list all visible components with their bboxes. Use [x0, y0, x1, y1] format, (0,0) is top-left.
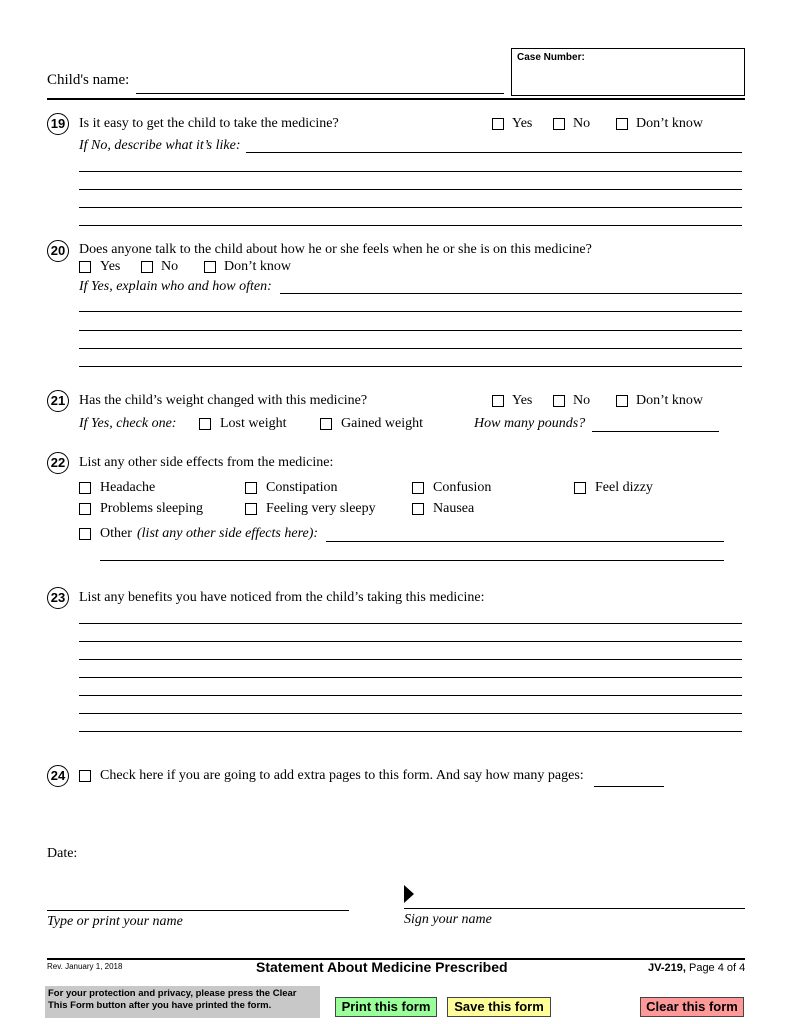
- q19-question: Is it easy to get the child to take the medicine?: [79, 116, 339, 131]
- question-number-24: 24: [47, 765, 69, 787]
- q20-answer-line-4[interactable]: [79, 348, 742, 349]
- signature-label: Sign your name: [404, 912, 492, 927]
- question-number-21: 21: [47, 390, 69, 412]
- q22-other-checkbox[interactable]: [79, 528, 91, 540]
- q21-pounds-label: How many pounds?: [474, 416, 586, 431]
- q19-yes-checkbox[interactable]: [492, 118, 504, 130]
- form-id: JV-219,: [648, 962, 686, 974]
- date-label: Date:: [47, 846, 78, 861]
- form-title: Statement About Medicine Prescribed: [256, 959, 508, 975]
- q20-no-label: No: [161, 259, 179, 274]
- q21-question: Has the child’s weight changed with this medicine?: [79, 393, 368, 408]
- childs-name-label: Child's name:: [47, 72, 130, 88]
- q22-constipation-label: Constipation: [266, 480, 338, 495]
- clear-form-button[interactable]: Clear this form: [640, 997, 744, 1017]
- q22-headache-label: Headache: [100, 480, 156, 495]
- q21-pounds-field[interactable]: [592, 431, 719, 432]
- q22-feeling-very-sleepy-label: Feeling very sleepy: [266, 501, 376, 516]
- q21-lost-weight-checkbox[interactable]: [199, 418, 211, 430]
- q19-answer-line-3[interactable]: [79, 189, 742, 190]
- q20-yes-checkbox[interactable]: [79, 261, 91, 273]
- q24-question: Check here if you are going to add extra pages to this form. And say how many pages:: [100, 768, 584, 783]
- q20-no-checkbox[interactable]: [141, 261, 153, 273]
- q22-nausea-label: Nausea: [433, 501, 475, 516]
- q24-pages-count-field[interactable]: [594, 786, 664, 787]
- q23-answer-line-7[interactable]: [79, 731, 742, 732]
- q24-extra-pages-checkbox[interactable]: [79, 770, 91, 782]
- q22-other-line-2[interactable]: [100, 560, 724, 561]
- q22-feeling-very-sleepy-checkbox[interactable]: [245, 503, 257, 515]
- q19-answer-line-5[interactable]: [79, 225, 742, 226]
- q21-no-checkbox[interactable]: [553, 395, 565, 407]
- save-form-button[interactable]: Save this form: [447, 997, 551, 1017]
- question-number-23: 23: [47, 587, 69, 609]
- q19-answer-line-2[interactable]: [79, 171, 742, 172]
- q19-answer-line-1[interactable]: [246, 152, 742, 153]
- q20-answer-line-1[interactable]: [280, 293, 742, 294]
- page-number: Page 4 of 4: [688, 962, 746, 974]
- q20-dont-know-label: Don’t know: [224, 259, 292, 274]
- q21-yes-label: Yes: [512, 393, 533, 408]
- q22-other-hint: (list any other side effects here):: [137, 526, 319, 541]
- case-number-box[interactable]: [511, 48, 745, 96]
- q23-answer-line-2[interactable]: [79, 641, 742, 642]
- privacy-notice: For your protection and privacy, please press the Clear This Form button after you have printed the form.: [45, 986, 320, 1018]
- revision-date: Rev. January 1, 2018: [47, 962, 123, 971]
- q22-question: List any other side effects from the medicine:: [79, 455, 334, 470]
- q20-question: Does anyone talk to the child about how he or she feels when he or she is on this medicine?: [79, 242, 592, 257]
- q22-confusion-checkbox[interactable]: [412, 482, 424, 494]
- q23-answer-line-1[interactable]: [79, 623, 742, 624]
- q20-followup-label: If Yes, explain who and how often:: [79, 279, 272, 294]
- question-number-19: 19: [47, 113, 69, 135]
- q21-lost-weight-label: Lost weight: [220, 416, 287, 431]
- q22-confusion-label: Confusion: [433, 480, 492, 495]
- question-number-22: 22: [47, 452, 69, 474]
- signature-arrow-icon: [404, 885, 414, 903]
- q21-check-one-label: If Yes, check one:: [79, 416, 177, 431]
- case-number-label: Case Number:: [517, 52, 585, 63]
- q19-no-checkbox[interactable]: [553, 118, 565, 130]
- q23-answer-line-4[interactable]: [79, 677, 742, 678]
- q23-answer-line-5[interactable]: [79, 695, 742, 696]
- q20-answer-line-3[interactable]: [79, 330, 742, 331]
- q21-dont-know-label: Don’t know: [636, 393, 704, 408]
- q22-feel-dizzy-label: Feel dizzy: [595, 480, 653, 495]
- q22-headache-checkbox[interactable]: [79, 482, 91, 494]
- print-name-field[interactable]: [47, 910, 349, 911]
- q22-problems-sleeping-label: Problems sleeping: [100, 501, 204, 516]
- q20-yes-label: Yes: [100, 259, 121, 274]
- print-form-button[interactable]: Print this form: [335, 997, 437, 1017]
- q21-yes-checkbox[interactable]: [492, 395, 504, 407]
- form-id-page: [648, 962, 745, 974]
- q20-answer-line-2[interactable]: [79, 311, 742, 312]
- q22-constipation-checkbox[interactable]: [245, 482, 257, 494]
- q19-dont-know-label: Don’t know: [636, 116, 704, 131]
- q21-gained-weight-label: Gained weight: [341, 416, 424, 431]
- q21-dont-know-checkbox[interactable]: [616, 395, 628, 407]
- signature-field[interactable]: [404, 908, 745, 909]
- print-name-label: Type or print your name: [47, 914, 183, 929]
- question-number-20: 20: [47, 240, 69, 262]
- q20-dont-know-checkbox[interactable]: [204, 261, 216, 273]
- q19-followup-label: If No, describe what it’s like:: [79, 138, 241, 153]
- q22-other-label: Other: [100, 526, 132, 541]
- childs-name-field[interactable]: [136, 93, 504, 94]
- q21-no-label: No: [573, 393, 591, 408]
- q22-other-line-1[interactable]: [326, 541, 724, 542]
- q19-answer-line-4[interactable]: [79, 207, 742, 208]
- q19-yes-label: Yes: [512, 116, 533, 131]
- q23-question: List any benefits you have noticed from the child’s taking this medicine:: [79, 590, 485, 605]
- q22-problems-sleeping-checkbox[interactable]: [79, 503, 91, 515]
- q19-no-label: No: [573, 116, 591, 131]
- q23-answer-line-6[interactable]: [79, 713, 742, 714]
- q23-answer-line-3[interactable]: [79, 659, 742, 660]
- q20-answer-line-5[interactable]: [79, 366, 742, 367]
- q19-dont-know-checkbox[interactable]: [616, 118, 628, 130]
- q22-feel-dizzy-checkbox[interactable]: [574, 482, 586, 494]
- header-divider: [47, 98, 745, 100]
- q22-nausea-checkbox[interactable]: [412, 503, 424, 515]
- q21-gained-weight-checkbox[interactable]: [320, 418, 332, 430]
